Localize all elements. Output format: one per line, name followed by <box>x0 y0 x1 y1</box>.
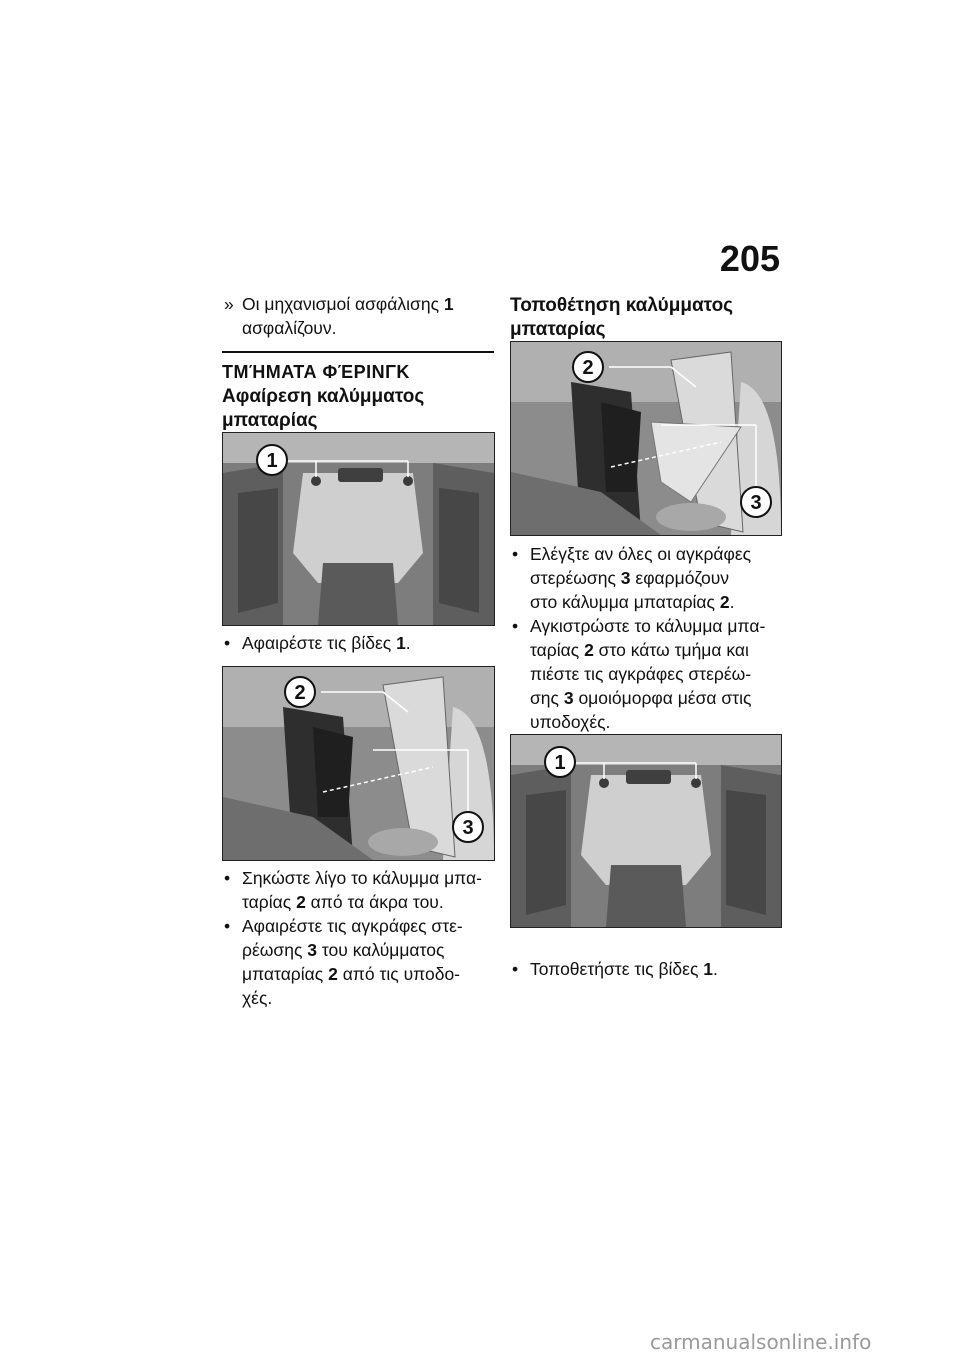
step-check-clips: • Ελέγξτε αν όλες οι αγκράφες στερέωσης 3 εφαρμόζουν στο κάλυμμα μπαταρίας 2. <box>512 544 752 612</box>
fig2-label-3: 3 <box>462 817 474 839</box>
step-lift-cover: • Σηκώστε λίγο το κάλυμμα μπα- ταρίας 2 από τα άκρα του. <box>224 868 482 912</box>
watermark: carmanualsonline.info <box>650 1330 872 1354</box>
figure-install-clips <box>510 341 782 536</box>
ref-1: 1 <box>443 294 454 314</box>
bullet-mark: • <box>224 633 231 653</box>
step-install-screws: • Τοποθετήστε τις βίδες 1. <box>512 959 718 979</box>
fig3-label-3: 3 <box>750 492 762 514</box>
left-steps <box>222 866 494 1010</box>
step-remove-screws: • Αφαιρέστε τις βίδες 1. <box>224 633 411 653</box>
section-rule <box>222 351 494 353</box>
intro-note: » Οι μηχανισμοί ασφάλισης 1 ασφαλίζουν. <box>224 294 454 338</box>
page-number: 205 <box>719 238 780 279</box>
left-column <box>222 292 494 340</box>
step-hook-cover: • Αγκιστρώστε το κάλυμμα μπα- ταρίας 2 στο κάτω τμήμα και πιέστε τις αγκράφες στερέω- σης 3 ομοιόμορφα μέσα στις υποδοχές. <box>512 616 766 732</box>
fig4-label: 1 <box>554 752 566 774</box>
section-heading: ΤΜΉΜΑΤΑ ΦΈΡΙΝΓΚ <box>222 362 410 382</box>
fig2-label-2: 2 <box>294 682 306 704</box>
step-remove-clips: • Αφαιρέστε τις αγκράφες στε- ρέωσης 3 του καλύμματος μπαταρίας 2 από τις υποδο- χές. <box>224 916 463 1008</box>
figure-cover-clips <box>222 666 495 861</box>
figure-install-screws <box>510 734 782 928</box>
chevron-mark: » <box>224 294 234 314</box>
fig3-label-2: 2 <box>582 357 594 379</box>
figure-screws <box>222 432 495 626</box>
right-steps <box>510 542 782 734</box>
sub-heading-remove-cover: Αφαίρεση καλύμματος μπαταρίας <box>222 386 425 431</box>
fig1-label: 1 <box>266 450 278 472</box>
heading-install-cover: Τοποθέτηση καλύμματος μπαταρίας <box>510 295 734 340</box>
